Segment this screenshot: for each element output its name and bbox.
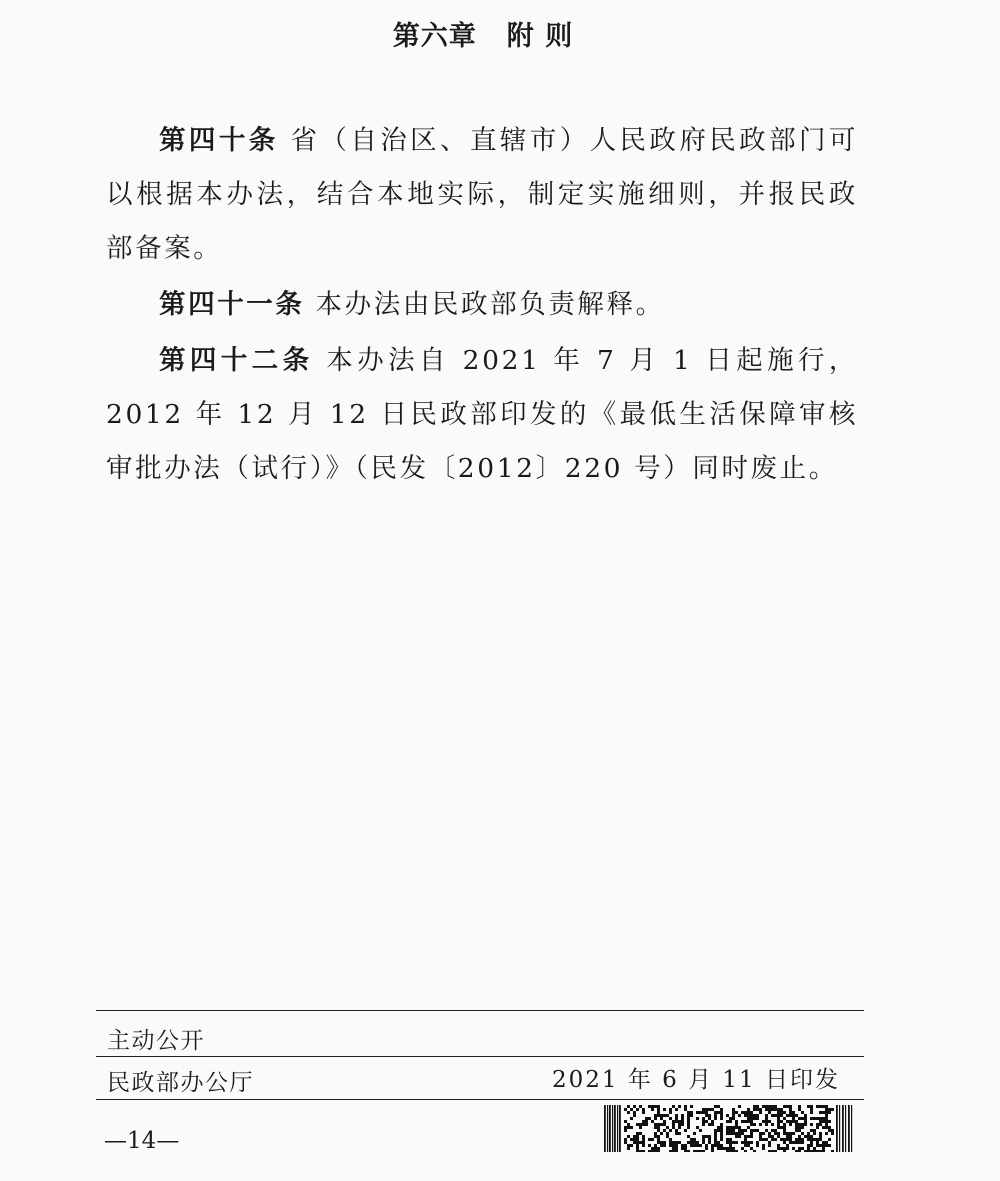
print-date: 2021 年 6 月 11 日印发 — [552, 1067, 840, 1093]
article-text: 本办法自 2021 年 7 月 1 日起施行，2012 年 12 月 12 日民政部印发的《最低生活保障审核审批办法（试行）》（民发〔2012〕220 号）同时废止。 — [106, 345, 858, 484]
footer-bottom-rule — [96, 1099, 864, 1100]
article-42 — [106, 334, 858, 496]
article-number: 第四十条 — [159, 125, 279, 156]
article-number: 第四十二条 — [159, 345, 314, 376]
article-number: 第四十一条 — [159, 289, 305, 320]
disclosure-label: 主动公开 — [107, 1028, 205, 1054]
article-text: 本办法由民政部负责解释。 — [315, 289, 665, 320]
article-41 — [106, 278, 858, 332]
footer-middle-rule — [96, 1056, 864, 1057]
article-text: 省（自治区、直辖市）人民政府民政部门可以根据本办法，结合本地实际，制定实施细则，并报民政部备案。 — [106, 125, 859, 264]
page-number: —14— — [104, 1128, 180, 1154]
2d-barcode-icon — [604, 1105, 854, 1152]
document-body — [106, 114, 858, 498]
footer-top-rule — [96, 1010, 864, 1011]
issuer-label: 民政部办公厅 — [107, 1070, 254, 1096]
chapter-name: 附 则 — [506, 21, 574, 52]
chapter-number: 第六章 — [392, 21, 477, 52]
article-40 — [106, 114, 858, 276]
chapter-title — [0, 14, 966, 53]
